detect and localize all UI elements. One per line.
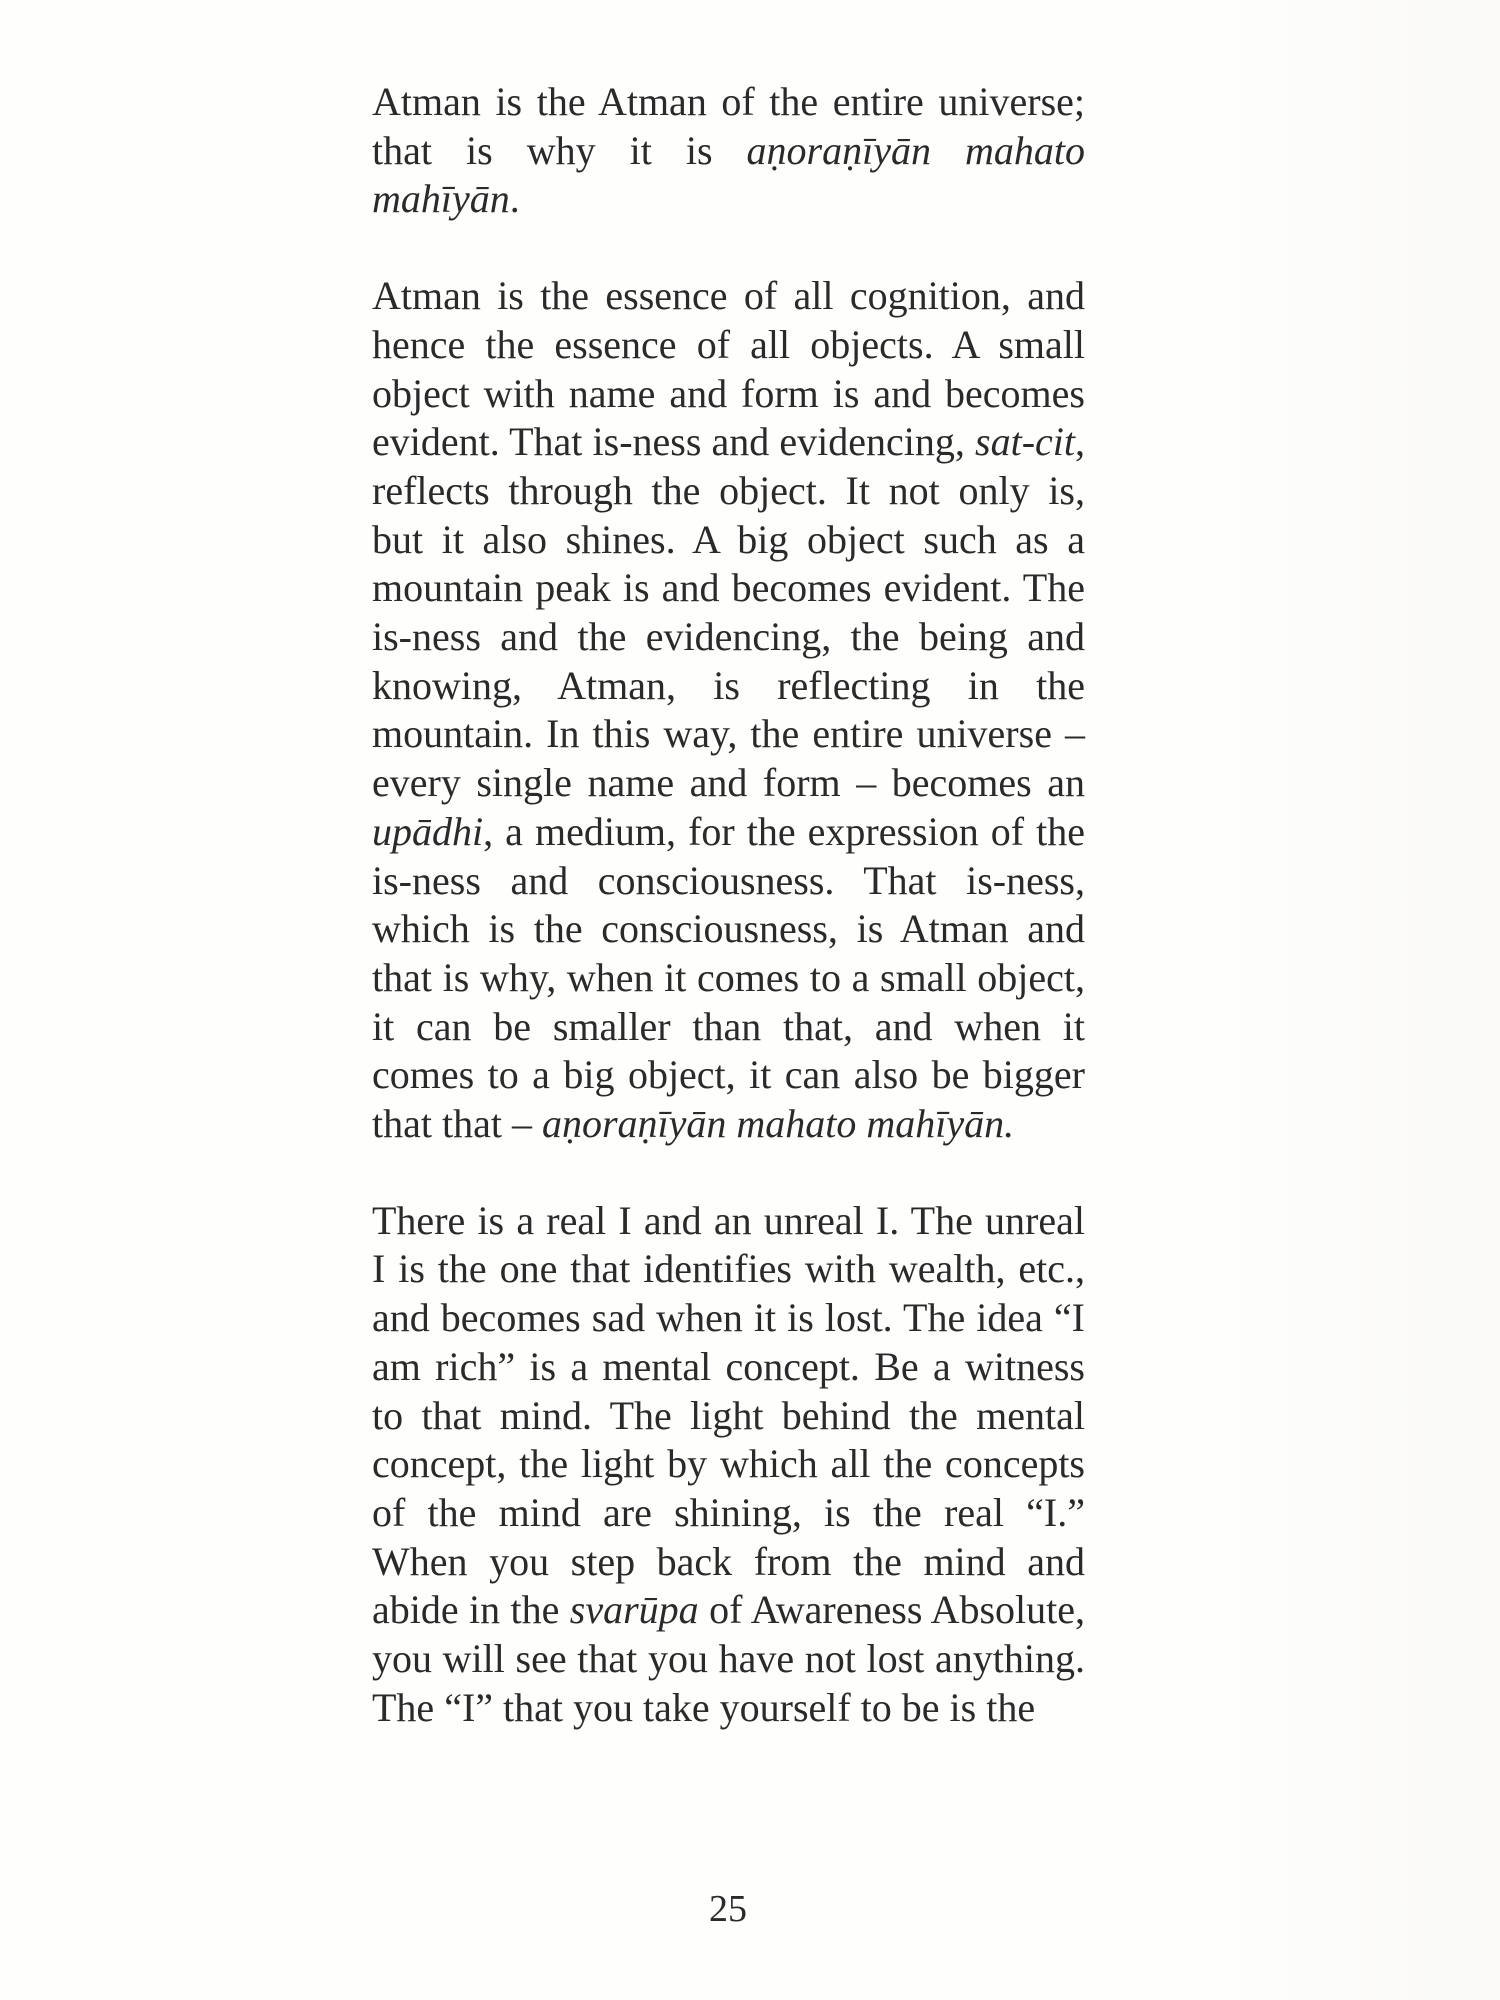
body-text <box>372 78 1085 1733</box>
page-edge-shading <box>1200 0 1500 2000</box>
paragraph-2-segment: , reflects through the object. It not only is, but it also shines. A big object such as a mountain peak is and becomes evident. The is-ness and the evidencing, the being and knowing, Atman, is reflecting in the mountain. In this way, the entire universe – every single name and form – becomes an <box>372 419 1085 806</box>
paragraph-2-segment: Atman is the essence of all cognition, and hence the essence of all objects. A small object with name and form is and becomes evident. That is-ness and evidencing, <box>372 273 1085 465</box>
page-number: 25 <box>709 1888 747 1930</box>
paragraph-2 <box>372 272 1085 1149</box>
paragraph-1-segment: . <box>509 176 520 222</box>
paragraph-3 <box>372 1197 1085 1733</box>
paragraph-2-segment: , a medium, for the expression of the is-ness and consciousness. That is-ness, which is the consciousness, is Atman and that is why, when it comes to a small object, it can be smaller than that, and when it comes to a big object, it can also be bigger that that – <box>372 808 1085 1147</box>
paragraph-1-segment: Atman is the Atman of the entire universe; that is why it is <box>372 79 1085 173</box>
paragraph-3-sanskrit-term: svarūpa <box>569 1587 699 1633</box>
paragraph-1-sanskrit-term: aṇoraṇīyān mahato mahīyān <box>372 127 1085 222</box>
paragraph-1 <box>372 78 1085 224</box>
paragraph-2-sanskrit-term: sat-cit <box>975 419 1075 465</box>
paragraph-3-segment: There is a real I and an unreal I. The unreal I is the one that identifies with wealth, etc., and becomes sad when it is lost. The idea “I am rich” is a mental concept. Be a witness to that mind. The light behind the mental concept, the light by which all the concepts of the mind are shining, is the real “I.” When you step back from the mind and abide in the <box>372 1197 1085 1633</box>
paragraph-2-sanskrit-term: aṇoraṇīyān mahato mahīyān. <box>541 1101 1015 1147</box>
paragraph-3-segment: of Awareness Absolute, you will see that you have not lost anything. The “I” that you take yourself to be is the <box>372 1587 1085 1730</box>
paragraph-2-sanskrit-term: upādhi <box>372 808 484 854</box>
